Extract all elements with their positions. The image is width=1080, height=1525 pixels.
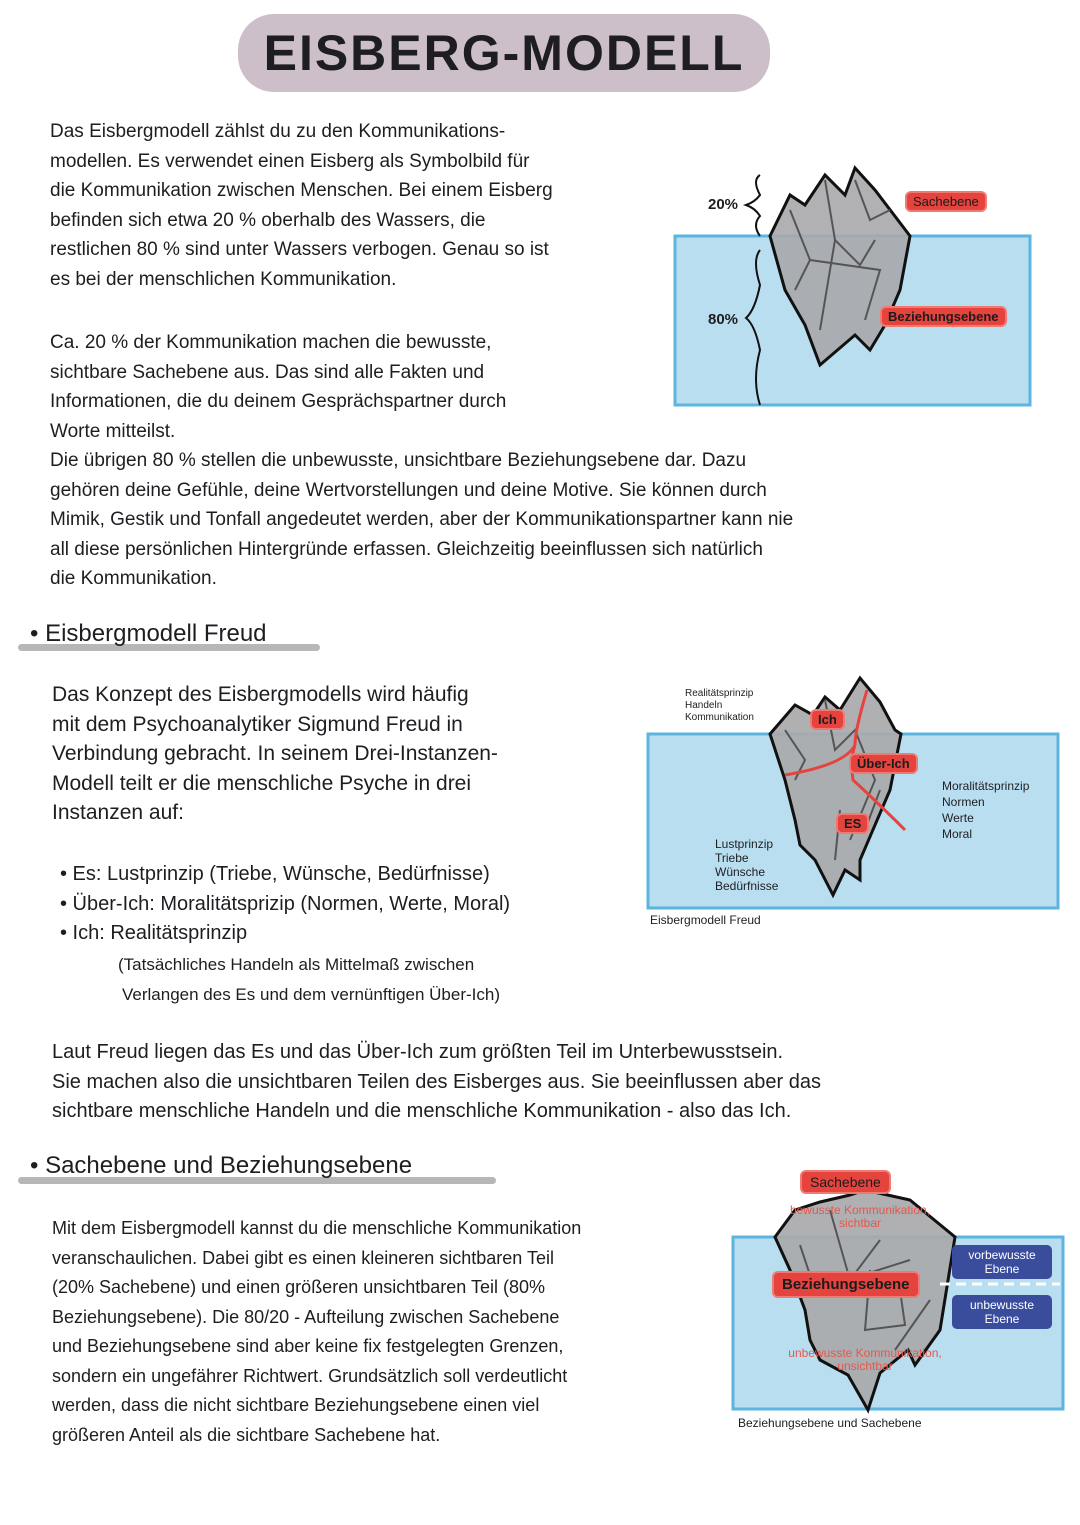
section-heading-ebenen: • Sachebene und Beziehungsebene (30, 1152, 413, 1179)
note-line: Normen (942, 795, 985, 809)
text-line: mit dem Psychoanalytiker Sigmund Freud in (52, 712, 463, 736)
ich-tag: Ich (812, 711, 843, 728)
bottom-note (775, 1347, 955, 1373)
sachebene-tag: Sachebene (907, 193, 985, 210)
text-line: es bei der menschlichen Kommunikation. (50, 268, 397, 290)
ich-notes (685, 688, 754, 724)
text-line: werden, dass die nicht sichtbare Beziehungsebene einen viel (52, 1395, 540, 1415)
text-line: Sie machen also die unsichtbaren Teilen des Eisberges aus. Sie beeinflussen aber das (52, 1070, 822, 1093)
section-heading-freud: • Eisbergmodell Freud (30, 620, 267, 647)
note-line: Kommunikation (685, 712, 754, 723)
text-line: Instanzen auf: (52, 801, 184, 824)
vorbewusste-ebene-tag: vorbewusste Ebene (952, 1245, 1052, 1279)
text-line: Mimik, Gestik und Tonfall angedeutet werden, aber der Kommunikationspartner kann nie (50, 509, 794, 530)
text-line: (Tatsächliches Handeln als Mittelmaß zwischen (118, 955, 475, 974)
freud-intro-paragraph (52, 680, 498, 828)
ueber-ich-tag: Über-Ich (851, 755, 916, 772)
text-line: sondern ein ungefährer Richtwert. Grundsätzlich soll verdeutlicht (52, 1365, 568, 1386)
text-line: sichtbare Sachebene aus. Das sind alle Fakten und (50, 361, 485, 383)
bullet-item-es: • Es: Lustprinzip (Triebe, Wünsche, Bedürfnisse) (60, 863, 490, 885)
text-line: Modell teilt er die menschliche Psyche in drei (52, 771, 472, 795)
text-line: befinden sich etwa 20 % oberhalb des Wassers, die (50, 209, 486, 231)
levels-paragraph-bottom (50, 446, 793, 594)
page-title: EISBERG-MODELL (263, 25, 745, 81)
iceberg-illustration (660, 150, 1060, 420)
text-line: Beziehungsebene). Die 80/20 - Aufteilung zwischen Sachebene (52, 1306, 560, 1327)
levels-paragraph-top (50, 328, 506, 446)
sachebene-tag: Sachebene (802, 1172, 889, 1192)
text-line: größeren Anteil als die sichtbare Sachebene hat. (52, 1424, 441, 1445)
text-line: gehören deine Gefühle, deine Wertvorstellungen und deine Motive. Sie können durch (50, 479, 767, 501)
note-line: Werte (942, 811, 974, 825)
note-line: bewusste Kommunikation, (789, 1203, 931, 1217)
text-line: veranschaulichen. Dabei gibt es einen kleineren sichtbaren Teil (52, 1247, 554, 1268)
text-line: Worte mitteilst. (50, 420, 176, 442)
note-line: Triebe (715, 851, 749, 865)
freud-conclusion-paragraph (52, 1038, 821, 1127)
text-line: Verlangen des Es und dem vernünftigen Über-Ich) (122, 984, 501, 1004)
iceberg-diagram (660, 150, 1060, 420)
text-line: all diese persönlichen Hintergründe erfassen. Gleichzeitig beeinflussen sich natürlich (50, 538, 763, 560)
ebenen-iceberg-diagram (730, 1160, 1075, 1440)
text-line: Das Konzept des Eisbergmodells wird häufig (52, 683, 469, 706)
note-line: Realitätsprinzip (685, 688, 754, 699)
text-line: die Kommunikation zwischen Menschen. Bei einem Eisberg (50, 180, 553, 201)
note-line: Handeln (685, 700, 723, 711)
intro-paragraph (50, 117, 553, 294)
note-line: sichtbar (838, 1216, 882, 1230)
text-line: restlichen 80 % sind unter Wassers verbogen. Genau so ist (50, 239, 549, 260)
beziehungsebene-tag: Beziehungsebene (774, 1273, 918, 1296)
freud-diagram-caption: Eisbergmodell Freud (650, 913, 761, 927)
es-tag: ES (838, 815, 867, 832)
bullet-item-ueber-ich: • Über-Ich: Moralitätsprizip (Normen, Werte, Moral) (60, 892, 511, 915)
text-line: sichtbare menschliche Handeln und die menschliche Kommunikation - also das Ich. (52, 1100, 792, 1122)
text-line: Ca. 20 % der Kommunikation machen die bewusste, (50, 332, 492, 353)
ueber-ich-notes (942, 778, 1029, 842)
note-line: Lustprinzip (715, 837, 774, 851)
note-line: Wünsche (715, 865, 766, 879)
text-line: Das Eisbergmodell zählst du zu den Kommunikations- (50, 121, 506, 142)
freud-iceberg-diagram (645, 670, 1065, 935)
text-line: Mit dem Eisbergmodell kannst du die menschliche Kommunikation (52, 1218, 582, 1238)
freud-bullet-list (60, 860, 510, 949)
note-line: unsichtbar (837, 1359, 893, 1373)
ich-note (118, 950, 500, 1009)
text-line: Informationen, die du deinem Gesprächspartner durch (50, 391, 507, 412)
percent-20-label: 20% (708, 196, 739, 213)
note-line: unbewusste Kommunikation, (788, 1346, 942, 1360)
text-line: Laut Freud liegen das Es und das Über-Ich zum größten Teil im Unterbewusstsein. (52, 1041, 784, 1063)
top-note (770, 1204, 950, 1230)
es-notes (715, 837, 778, 893)
beziehungsebene-tag: Beziehungsebene (882, 308, 1005, 325)
percent-80-label: 80% (708, 311, 739, 328)
note-line: Bedürfnisse (715, 879, 779, 893)
ebenen-diagram-caption: Beziehungsebene und Sachebene (738, 1416, 922, 1430)
unbewusste-ebene-tag: unbewusste Ebene (952, 1295, 1052, 1329)
ebenen-paragraph (52, 1214, 581, 1450)
bullet-item-ich: • Ich: Realitätsprinzip (60, 922, 248, 944)
note-line: Moral (942, 827, 973, 841)
text-line: (20% Sachebene) und einen größeren unsichtbaren Teil (80% (52, 1277, 545, 1297)
text-line: Verbindung gebracht. In seinem Drei-Instanzen- (52, 742, 498, 765)
text-line: modellen. Es verwendet einen Eisberg als Symbolbild für (50, 150, 530, 172)
text-line: Die übrigen 80 % stellen die unbewusste, unsichtbare Beziehungsebene dar. Dazu (50, 450, 747, 471)
text-line: die Kommunikation. (50, 568, 217, 589)
text-line: und Beziehungsebene sind aber keine fix festgelegten Grenzen, (52, 1336, 564, 1356)
note-line: Moralitätsprinzip (942, 779, 1030, 793)
